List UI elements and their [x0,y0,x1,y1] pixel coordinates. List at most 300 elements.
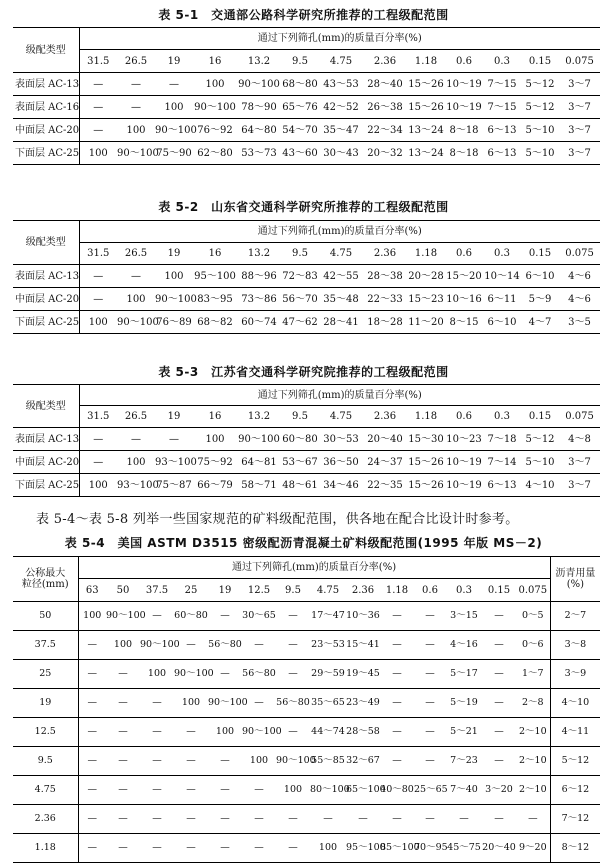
row-label: 25 [13,660,78,689]
cell: — [482,805,516,834]
cell: 10～16 [445,288,483,311]
row-label: 50 [13,602,78,631]
cell: — [106,805,140,834]
cell: 4～6 [559,265,600,288]
sieve-header: 12.5 [242,579,276,602]
cell: 29～59 [310,660,346,689]
table-row [13,718,600,747]
cell: 65～76 [281,96,319,119]
cell: 13～24 [407,142,445,165]
cell: 58～71 [237,474,281,497]
cell: 55～85 [310,747,346,776]
sieve-header: 9.5 [276,579,310,602]
span-header: 通过下列筛孔(mm)的质量百分率(%) [79,28,600,50]
row-label: 下面层 AC-25 [13,142,79,165]
sieve-header: 16 [193,406,237,428]
cell: 90～100 [208,689,242,718]
cell: 8～18 [445,142,483,165]
cell: 7～23 [446,747,482,776]
sieve-header: 4.75 [319,406,363,428]
cell: 90～100 [276,747,310,776]
cell: 100 [79,474,117,497]
cell: 8～18 [445,119,483,142]
cell: 100 [78,602,106,631]
cell: 44～74 [310,718,346,747]
cell: — [117,73,155,96]
cell: 6～10 [483,311,521,334]
table-row [13,660,600,689]
sieve-header: 0.3 [483,243,521,265]
cell: 20～40 [482,834,516,863]
cell: — [414,602,446,631]
cell: — [106,776,140,805]
cell: 6～10 [521,265,559,288]
sieve-header: 0.075 [516,579,550,602]
table-row [13,142,600,165]
sieve-header: 4.75 [319,243,363,265]
cell: 90～100 [237,428,281,451]
cell: 56～80 [276,689,310,718]
asphalt-cell: 4～10 [550,689,600,718]
span-header: 通过下列筛孔(mm)的质量百分率(%) [79,221,600,243]
cell: — [78,776,106,805]
asphalt-cell: 6～12 [550,776,600,805]
cell: 6～13 [483,119,521,142]
asphalt-cell: 3～9 [550,660,600,689]
cell: 35～65 [310,689,346,718]
sieve-header: 0.15 [521,406,559,428]
sieve-header: 26.5 [117,406,155,428]
table-row [13,834,600,863]
sieve-header: 0.6 [445,406,483,428]
cell: — [140,805,174,834]
sieve-header: 0.3 [483,406,521,428]
cell: 7～40 [446,776,482,805]
sieve-header: 26.5 [117,243,155,265]
cell: 6～11 [483,288,521,311]
cell: 100 [174,689,208,718]
sieve-header: 1.18 [380,579,414,602]
cell: — [174,631,208,660]
cell: 75～92 [193,451,237,474]
cell: 56～80 [208,631,242,660]
cell: 4～16 [446,631,482,660]
sieve-header: 0.6 [414,579,446,602]
row-label: 下面层 AC-25 [13,474,79,497]
cell: — [117,96,155,119]
asphalt-cell: 5～12 [550,747,600,776]
cell: 20～40 [363,428,407,451]
sieve-header: 2.36 [363,243,407,265]
cell: 8～15 [445,311,483,334]
cell: 28～40 [363,73,407,96]
cell: — [414,631,446,660]
sieve-header: 0.075 [559,406,600,428]
cell: — [208,660,242,689]
cell: 100 [117,288,155,311]
cell: 100 [117,451,155,474]
cell: 6～13 [483,142,521,165]
cell: 24～37 [363,451,407,474]
sieve-header: 0.15 [521,50,559,73]
cell: 30～43 [319,142,363,165]
row-label: 中面层 AC-20 [13,288,79,311]
cell: 100 [208,718,242,747]
cell: — [380,689,414,718]
cell: 88～96 [237,265,281,288]
cell: 18～28 [363,311,407,334]
cell: — [78,747,106,776]
sieve-header: 50 [106,579,140,602]
asphalt-cell: 2～7 [550,602,600,631]
cell: — [78,718,106,747]
cell: 2～10 [516,776,550,805]
cell: 90～100 [237,73,281,96]
table-row [13,119,600,142]
cell: 22～33 [363,288,407,311]
cell: 100 [276,776,310,805]
cell: 100 [117,119,155,142]
sieve-header: 13.2 [237,406,281,428]
cell: — [140,776,174,805]
cell: 42～52 [319,96,363,119]
cell: 22～34 [363,119,407,142]
cell: 40～80 [380,776,414,805]
cell: — [208,602,242,631]
cell: 30～53 [319,428,363,451]
cell: — [414,805,446,834]
sieve-header: 9.5 [281,50,319,73]
cell: — [482,602,516,631]
cell: — [140,718,174,747]
cell: — [155,428,193,451]
cell: 11～20 [407,311,445,334]
cell: 100 [193,428,237,451]
cell: — [208,747,242,776]
cell: — [79,288,117,311]
table-5-3-caption: 表 5-3 江苏省交通科学研究院推荐的工程级配范围 [158,365,449,379]
cell: 95～100 [193,265,237,288]
cell: 10～23 [445,428,483,451]
table-row [13,747,600,776]
cell: 60～74 [237,311,281,334]
cell: 56～70 [281,288,319,311]
cell: 43～60 [281,142,319,165]
table-row [13,776,600,805]
row-label: 表面层 AC-16 [13,96,79,119]
cell: — [242,805,276,834]
cell: — [174,776,208,805]
row-label: 4.75 [13,776,78,805]
cell: 90～100 [155,119,193,142]
cell: 48～61 [281,474,319,497]
cell: 5～9 [521,288,559,311]
cell: — [106,747,140,776]
cell: — [174,747,208,776]
cell: — [79,451,117,474]
cell: — [310,805,346,834]
cell: — [482,631,516,660]
cell: 53～73 [237,142,281,165]
cell: 3～7 [559,96,600,119]
sieve-header: 19 [155,50,193,73]
cell: — [117,265,155,288]
cell: 4～10 [521,474,559,497]
row-label: 表面层 AC-13 [13,73,79,96]
cell: 100 [140,660,174,689]
cell: 20～32 [363,142,407,165]
cell: — [380,602,414,631]
sieve-header: 0.3 [483,50,521,73]
cell: 90～100 [155,288,193,311]
cell: — [208,834,242,863]
cell: — [380,805,414,834]
sieve-header: 31.5 [79,243,117,265]
cell: 22～35 [363,474,407,497]
sieve-header: 1.18 [407,243,445,265]
table-row [13,96,600,119]
cell: 56～80 [242,660,276,689]
cell: — [106,718,140,747]
body-paragraph: 表 5-4～表 5-8 列举一些国家规范的矿料级配范围，供各地在配合比设计时参考。 [36,512,519,527]
table-row [13,428,600,451]
cell: 3～15 [446,602,482,631]
cell: 6～13 [483,474,521,497]
cell: 70～95 [414,834,446,863]
table-row [13,631,600,660]
cell: — [482,689,516,718]
cell: 30～65 [242,602,276,631]
cell: 3～7 [559,142,600,165]
cell: — [174,718,208,747]
cell: 64～80 [237,119,281,142]
cell: 45～75 [446,834,482,863]
table-row [13,474,600,497]
sieve-header: 0.3 [446,579,482,602]
cell: 93～100 [117,474,155,497]
cell: 10～14 [483,265,521,288]
cell: 83～95 [193,288,237,311]
cell: — [79,265,117,288]
sieve-header: 0.15 [482,579,516,602]
cell: 3～5 [559,311,600,334]
cell: 2～8 [516,689,550,718]
row-label: 37.5 [13,631,78,660]
sieve-header: 37.5 [140,579,174,602]
cell: 20～28 [407,265,445,288]
cell: 5～12 [521,73,559,96]
cell: — [78,805,106,834]
cell: 80～100 [310,776,346,805]
sieve-header: 26.5 [117,50,155,73]
cell: — [276,602,310,631]
cell: — [482,660,516,689]
sieve-header: 19 [155,406,193,428]
row-label: 下面层 AC-25 [13,311,79,334]
cell: — [174,834,208,863]
cell: 7～18 [483,428,521,451]
sieve-header: 4.75 [310,579,346,602]
group-header: 级配类型 [13,385,79,428]
sieve-header: 0.15 [521,243,559,265]
cell: — [140,747,174,776]
sieve-header: 2.36 [363,50,407,73]
sieve-header: 13.2 [237,243,281,265]
cell: — [140,689,174,718]
cell: 2～10 [516,747,550,776]
sieve-header: 2.36 [363,406,407,428]
cell: 53～67 [281,451,319,474]
cell: — [276,718,310,747]
group-header-line2: 粒径(mm) [21,579,69,590]
cell: 19～45 [346,660,380,689]
cell: 100 [310,834,346,863]
cell: 64～81 [237,451,281,474]
cell: 60～80 [174,602,208,631]
cell: — [242,834,276,863]
table-row [13,265,600,288]
sieve-header: 19 [155,243,193,265]
asphalt-cell: 7～12 [550,805,600,834]
row-label: 中面层 AC-20 [13,451,79,474]
cell: 1～7 [516,660,550,689]
cell: 100 [155,265,193,288]
cell: 0～5 [516,602,550,631]
cell: — [414,689,446,718]
cell: 15～41 [346,631,380,660]
cell: 34～46 [319,474,363,497]
cell: 3～7 [559,474,600,497]
cell: 90～100 [140,631,174,660]
cell: — [482,747,516,776]
cell: 73～86 [237,288,281,311]
cell: — [140,602,174,631]
cell: — [242,631,276,660]
cell: 9～20 [516,834,550,863]
sieve-header: 0.6 [445,243,483,265]
asphalt-header-line2: (%) [566,579,585,590]
row-label: 9.5 [13,747,78,776]
table-row [13,689,600,718]
cell: — [242,776,276,805]
asphalt-header [550,557,600,602]
cell: 3～7 [559,73,600,96]
cell: 100 [106,631,140,660]
group-header: 级配类型 [13,221,79,265]
cell: 25～65 [414,776,446,805]
cell: — [79,96,117,119]
cell: — [276,805,310,834]
cell: 15～23 [407,288,445,311]
cell: 10～19 [445,474,483,497]
cell: — [276,631,310,660]
row-label: 1.18 [13,834,78,863]
cell: — [276,660,310,689]
cell: 100 [79,311,117,334]
sieve-header: 9.5 [281,243,319,265]
cell: 90～100 [174,660,208,689]
sieve-header: 16 [193,50,237,73]
group-header [13,557,78,602]
cell: 62～80 [193,142,237,165]
cell: 10～19 [445,451,483,474]
row-label: 表面层 AC-13 [13,265,79,288]
cell: — [414,718,446,747]
sieve-header: 31.5 [79,406,117,428]
cell: — [78,631,106,660]
row-label: 12.5 [13,718,78,747]
cell: — [380,747,414,776]
table-5-2-caption: 表 5-2 山东省交通科学研究所推荐的工程级配范围 [158,200,449,214]
row-label: 中面层 AC-20 [13,119,79,142]
cell: — [106,689,140,718]
span-header: 通过下列筛孔(mm)的质量百分率(%) [79,385,600,406]
cell: — [516,805,550,834]
table-row [13,288,600,311]
cell: 5～10 [521,451,559,474]
cell: — [79,73,117,96]
sieve-header: 31.5 [79,50,117,73]
sieve-header: 13.2 [237,50,281,73]
cell: 5～12 [521,428,559,451]
sieve-header: 9.5 [281,406,319,428]
cell: — [380,718,414,747]
cell: — [208,776,242,805]
table-row [13,602,600,631]
cell: 10～19 [445,96,483,119]
cell: 4～6 [559,288,600,311]
cell: 28～41 [319,311,363,334]
cell: 28～38 [363,265,407,288]
cell: 5～10 [521,119,559,142]
cell: — [208,805,242,834]
cell: 15～26 [407,474,445,497]
cell: 90～100 [242,718,276,747]
cell: 43～53 [319,73,363,96]
cell: — [117,428,155,451]
cell: 72～83 [281,265,319,288]
table-row [13,805,600,834]
sieve-header: 0.075 [559,243,600,265]
cell: — [380,631,414,660]
sieve-header: 63 [78,579,106,602]
cell: 3～7 [559,119,600,142]
cell: 15～20 [445,265,483,288]
cell: 90～100 [117,311,155,334]
row-label: 表面层 AC-13 [13,428,79,451]
cell: — [174,805,208,834]
cell: 23～53 [310,631,346,660]
cell: 47～62 [281,311,319,334]
cell: 68～80 [281,73,319,96]
sieve-header: 0.075 [559,50,600,73]
cell: 75～90 [155,142,193,165]
cell: — [414,660,446,689]
sieve-header: 16 [193,243,237,265]
cell: — [242,689,276,718]
cell: 7～15 [483,73,521,96]
cell: — [276,834,310,863]
cell: 36～50 [319,451,363,474]
sieve-header: 25 [174,579,208,602]
cell: — [380,660,414,689]
sieve-header: 4.75 [319,50,363,73]
cell: 5～21 [446,718,482,747]
cell: 5～10 [521,142,559,165]
sieve-header: 1.18 [407,50,445,73]
cell: 76～92 [193,119,237,142]
asphalt-cell: 3～8 [550,631,600,660]
